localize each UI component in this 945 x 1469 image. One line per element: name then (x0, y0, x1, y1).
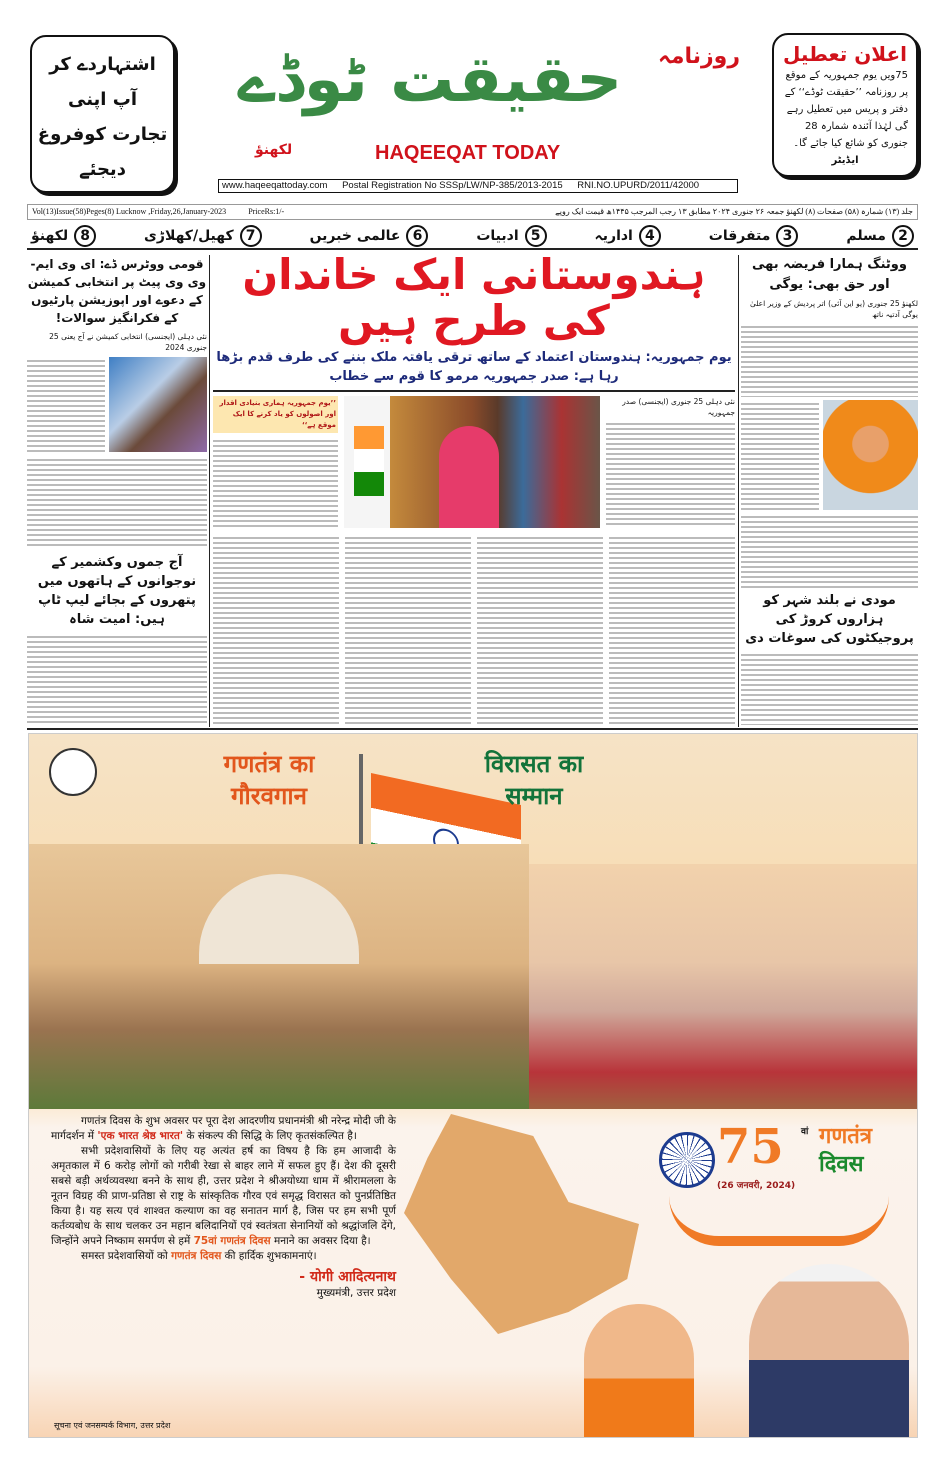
left-column (27, 255, 207, 725)
ad-highlight: 75वां गणतंत्र दिवस (193, 1235, 271, 1247)
text-block (741, 323, 918, 397)
nav-label: کھیل/کھلاڑی (144, 227, 234, 244)
text-block (741, 400, 819, 510)
ad-title-right: विरासत का सम्मान (484, 750, 584, 810)
ad-designation: मुख्यमंत्री, उत्तर प्रदेश (316, 1287, 396, 1299)
page-number: 7 (240, 225, 262, 247)
registration-bar (218, 179, 738, 193)
ad-line: تجارت کوفروغ (37, 124, 168, 145)
dome (199, 874, 359, 964)
dateline-strip (27, 204, 918, 220)
advertise-box (30, 35, 175, 193)
text-block (27, 357, 105, 452)
main-dateline: نئی دہلی 25 جنوری (ایجنسی) صدر جمہوریہ (622, 397, 735, 417)
page-number: 3 (776, 225, 798, 247)
ad-line: آپ اپنی (67, 89, 137, 110)
price: PriceRs:1/- (248, 207, 285, 216)
ad-footer: सूचना एवं जनसम्पर्क विभाग, उत्तर प्रदेश (54, 1421, 171, 1430)
badge-date: (26 जनवरी, 2024) (717, 1181, 796, 1191)
divider (738, 255, 739, 727)
rni-number: RNI.NO.UPURD/2011/42000 (577, 180, 700, 191)
ad-text: मनाने का अवसर दिया है। (270, 1235, 371, 1247)
logo: حقیقت ٹوڈے (237, 43, 623, 117)
nav-item[interactable] (846, 225, 914, 247)
up-map-collage (404, 1114, 639, 1334)
masthead (220, 30, 740, 178)
ad-line: دیجئے (79, 159, 126, 180)
left-headline: قومی ووٹرس ڈے: ای وی ایم- وی وی پیٹ پر انتخابی کمیشن کے دعوے اور اپوزیشن پارٹیوں کے فکرانگیز سوالات! (27, 257, 207, 325)
ad-text: सभी प्रदेशवासियों के लिए यह अत्यंत हर्ष का विषय है कि हम आजादी के अमृतकाल में 6 करोड़ लोगों को गरीबी रेखा से बाहर लाने में सफल हुए हैं। देश की दूसरी सबसे बड़ी अर्थव्यवस्था बनने के साथ ही, उत्तर प्रदेश ने श्रीअयोध्या धाम में श्रीरामलला के नूतन विग्रह की प्राण-प्रतिष्ठा से राष्ट्र के सांस्कृतिक गौरव एवं समृद्ध विरासत को पुनर्प्रतिष्ठित किया है। यह सत्य एवं शाश्वत कल्याण का वह सनातन मार्ग है, जिस पर हम सभी पूर्ण कर्तव्यबोध के साथ चलकर उन महान बलिदानियों एवं स्वतंत्रता सेनानियों को श्रद्धांजलि देंगे, जिन्होंने अपने निष्काम समर्पण से हमें (51, 1145, 396, 1247)
flag-icon (354, 426, 384, 496)
ad-message (51, 1114, 396, 1300)
right-headline-2: مودی نے بلند شہر کو ہزاروں کروڑ کی پروجیکٹوں کی سوغات دی (745, 592, 914, 646)
nav-item[interactable] (31, 225, 96, 247)
nav-label: متفرقات (708, 227, 771, 244)
page-number: 2 (892, 225, 914, 247)
text-block (27, 456, 207, 549)
nav-item[interactable] (310, 225, 429, 247)
nav-item[interactable] (709, 225, 799, 247)
yogi-portrait (584, 1304, 694, 1438)
divider (213, 390, 735, 392)
postal-reg: Postal Registration No SSSp/LW/NP-385/2013-2015 (342, 180, 563, 191)
text-block (741, 651, 918, 725)
badge-number: 75 (717, 1119, 784, 1175)
ad-text: गणतंत्र दिवस के शुभ अवसर पर पूरा देश आदरणीय प्रधानमंत्री श्री नरेन्द्र मोदी जी के मार्गदर्शन में (51, 1115, 396, 1142)
nav-label: عالمی خبریں (309, 227, 401, 244)
divider (209, 255, 210, 727)
page-number: 4 (639, 225, 661, 247)
issue-info: Vol(13)Issue(58)Peges(8) Lucknow ,Friday,26,January-2023 (32, 207, 227, 216)
text-block (477, 534, 603, 726)
ad-signature: - योगी आदित्यनाथ (299, 1269, 396, 1285)
text-block (345, 534, 471, 726)
nav-label: مسلم (846, 227, 886, 244)
main-subheadline: یوم جمہوریہ: ہندوستان اعتماد کے ساتھ ترقی یافتہ ملک بننے کی طرف قدم بڑھا رہا ہے: صدر جمہوریہ مرمو کا قوم سے خطاب (216, 350, 732, 384)
text-block (27, 633, 207, 726)
ad-line: اشتہاردے کر (49, 54, 156, 75)
president-photo (344, 396, 600, 528)
main-headline: ہندوستانی ایک خاندان کی طرح ہیں (242, 250, 706, 345)
issue-info-urdu: جلد (۱۳) شمارہ (۵۸) صفحات (۸) لکھنؤ جمعہ ۲۶ جنوری ۲۰۲۴ مطابق ۱۳ رجب المرجب ۱۴۴۵ھ قیمت ایک روپے (555, 207, 913, 216)
nav-label: ادبیات (476, 227, 519, 244)
nav-item[interactable] (595, 225, 661, 247)
award-photo (109, 357, 207, 452)
logo-english: HAQEEQAT TODAY (375, 142, 561, 164)
ad-title-left: गणतंत्र का गौरवगान (223, 750, 315, 810)
left-headline-2: آج جموں وکشمیر کے نوجوانوں کے ہاتھوں میں پتھروں کے بجائے لیپ ٹاپ ہیں: امیت شاہ (37, 554, 197, 627)
badge-title-2: दिवस (819, 1152, 864, 1177)
logo-city: لکھنؤ (255, 142, 293, 158)
right-column (741, 255, 918, 725)
text-block (609, 534, 735, 726)
nav-item[interactable] (476, 225, 546, 247)
ad-highlight: 'एक भारत श्रेष्ठ भारत' (97, 1130, 184, 1142)
pull-quote: ’’یوم جمہوریہ ہماری بنیادی اقدار اور اصولوں کو یاد کرنے کا ایک موقع ہے‘‘ (213, 396, 338, 433)
ad-text: के संकल्प की सिद्धि के लिए कृतसंकल्पित है। (183, 1130, 357, 1142)
republic-day-ad (28, 733, 918, 1438)
logo-prefix: روزنامہ (657, 44, 740, 69)
page-number: 8 (74, 225, 96, 247)
badge-suffix: वां (801, 1127, 809, 1137)
section-nav (27, 223, 918, 250)
page-number: 6 (406, 225, 428, 247)
ad-text: समस्त प्रदेशवासियों को (81, 1250, 172, 1262)
text-block (741, 513, 918, 587)
left-dateline: نئی دہلی (ایجنسی) انتخابی کمیشن نے آج یعنی 25 جنوری 2024 (49, 332, 207, 352)
up-emblem-icon (49, 748, 97, 796)
divider (27, 728, 918, 730)
notice-sign: ایڈیٹر (831, 155, 859, 166)
right-headline: ووٹنگ ہمارا فریضہ بھی اور حق بھی: یوگی (752, 257, 907, 292)
ashoka-chakra-icon (659, 1132, 715, 1188)
president-figure (439, 426, 499, 528)
holiday-notice (772, 33, 918, 177)
notice-body: 75ویں یوم جمہوریہ کے موقع پر روزنامہ ’’حقیقت ٹوڈے‘‘ کے دفتر و پریس میں تعطیل رہے گی لہٰذا آئندہ شمارہ 28 جنوری کو شائع کیا جائے گا۔ (784, 70, 908, 149)
nav-item[interactable] (144, 225, 262, 247)
ad-text: की हार्दिक शुभकामनाएं। (221, 1250, 317, 1262)
vidhan-bhavan-image (29, 844, 529, 1109)
nav-label: اداریہ (594, 227, 633, 244)
text-block (606, 420, 735, 528)
nav-label: لکھنؤ (31, 227, 69, 244)
right-dateline: لکھنؤ 25 جنوری (یو این آئی) اتر پردیش کے وزیر اعلیٰ یوگی آدتیہ ناتھ (749, 299, 918, 319)
notice-title: اعلان تعطیل (782, 42, 908, 66)
website-link[interactable]: www.haqeeqattoday.com (222, 180, 328, 191)
text-block (213, 437, 338, 528)
page-number: 5 (525, 225, 547, 247)
main-story (213, 252, 735, 726)
badge-title-1: गणतंत्र (819, 1124, 872, 1149)
ram-mandir-image (529, 864, 918, 1109)
ad-highlight: गणतंत्र दिवस (171, 1250, 222, 1262)
tricolor-swoosh (669, 1196, 889, 1246)
yogi-photo (823, 400, 918, 510)
text-block (213, 534, 339, 726)
modi-portrait (749, 1264, 909, 1438)
